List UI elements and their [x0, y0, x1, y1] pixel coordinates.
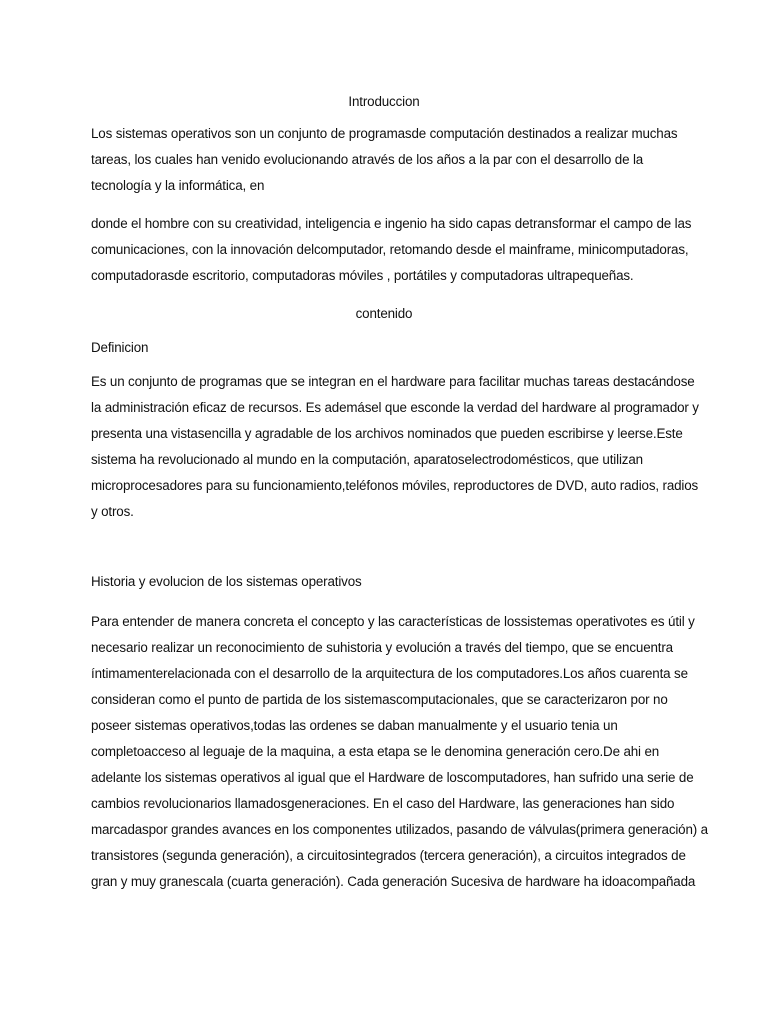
heading-definicion: Definicion: [91, 340, 149, 355]
intro-p2-line-2: comunicaciones, con la innovación delcomputador, retomando desde el mainframe, minicomputadoras,: [91, 242, 689, 257]
historia-line-7: adelante los sistemas operativos al igual que el Hardware de loscomputadores, han sufrido una serie de: [91, 770, 694, 785]
heading-contenido: contenido: [355, 306, 413, 321]
historia-line-11: gran y muy granescala (cuarta generación). Cada generación Sucesiva de hardware ha idoacompañada: [91, 874, 696, 889]
historia-line-2: necesario realizar un reconocimiento de suhistoria y evolución a través del tiempo, que se encuentra: [91, 640, 673, 655]
definicion-line-5: microprocesadores para su funcionamiento,teléfonos móviles, reproductores de DVD, auto radios, radios: [91, 478, 699, 493]
intro-p1-line-1: Los sistemas operativos son un conjunto de programasde computación destinados a realizar muchas: [91, 126, 678, 141]
definicion-line-4: sistema ha revolucionado al mundo en la computación, aparatoselectrodomésticos, que utilizan: [91, 452, 643, 467]
definicion-line-1: Es un conjunto de programas que se integran en el hardware para facilitar muchas tareas destacándose: [91, 374, 695, 389]
historia-line-1: Para entender de manera concreta el concepto y las características de lossistemas operativotes es útil y: [91, 614, 695, 629]
historia-line-8: cambios revolucionarios llamadosgeneraciones. En el caso del Hardware, las generaciones han sido: [91, 796, 675, 811]
definicion-line-2: la administración eficaz de recursos. Es ademásel que esconde la verdad del hardware al programador y: [91, 400, 699, 415]
definicion-line-6: y otros.: [91, 504, 134, 519]
heading-historia: Historia y evolucion de los sistemas operativos: [91, 574, 362, 589]
historia-line-3: íntimamenterelacionada con el desarrollo de la arquitectura de los computadores.Los años cuarenta se: [91, 666, 688, 681]
historia-line-5: poseer sistemas operativos,todas las ordenes se daban manualmente y el usuario tenia un: [91, 718, 618, 733]
historia-line-6: completoacceso al leguaje de la maquina, a esta etapa se le denomina generación cero.De ahi en: [91, 744, 660, 759]
intro-p2-line-1: donde el hombre con su creatividad, inteligencia e ingenio ha sido capas detransformar el campo de las: [91, 216, 692, 231]
definicion-line-3: presenta una vistasencilla y agradable de los archivos nominados que pueden escribirse y leerse.Este: [91, 426, 683, 441]
historia-line-9: marcadaspor grandes avances en los componentes utilizados, pasando de válvulas(primera generación) a: [91, 822, 708, 837]
heading-introduccion: Introduccion: [348, 94, 420, 109]
intro-p1-line-2: tareas, los cuales han venido evolucionando através de los años a la par con el desarrollo de la: [91, 152, 644, 167]
intro-p1-line-3: tecnología y la informática, en: [91, 178, 265, 193]
historia-line-10: transistores (segunda generación), a circuitosintegrados (tercera generación), a circuitos integrados de: [91, 848, 686, 863]
intro-p2-line-3: computadorasde escritorio, computadoras móviles , portátiles y computadoras ultrapequeñas.: [91, 268, 634, 283]
historia-line-4: consideran como el punto de partida de los sistemascomputacionales, que se caracterizaron por no: [91, 692, 668, 707]
